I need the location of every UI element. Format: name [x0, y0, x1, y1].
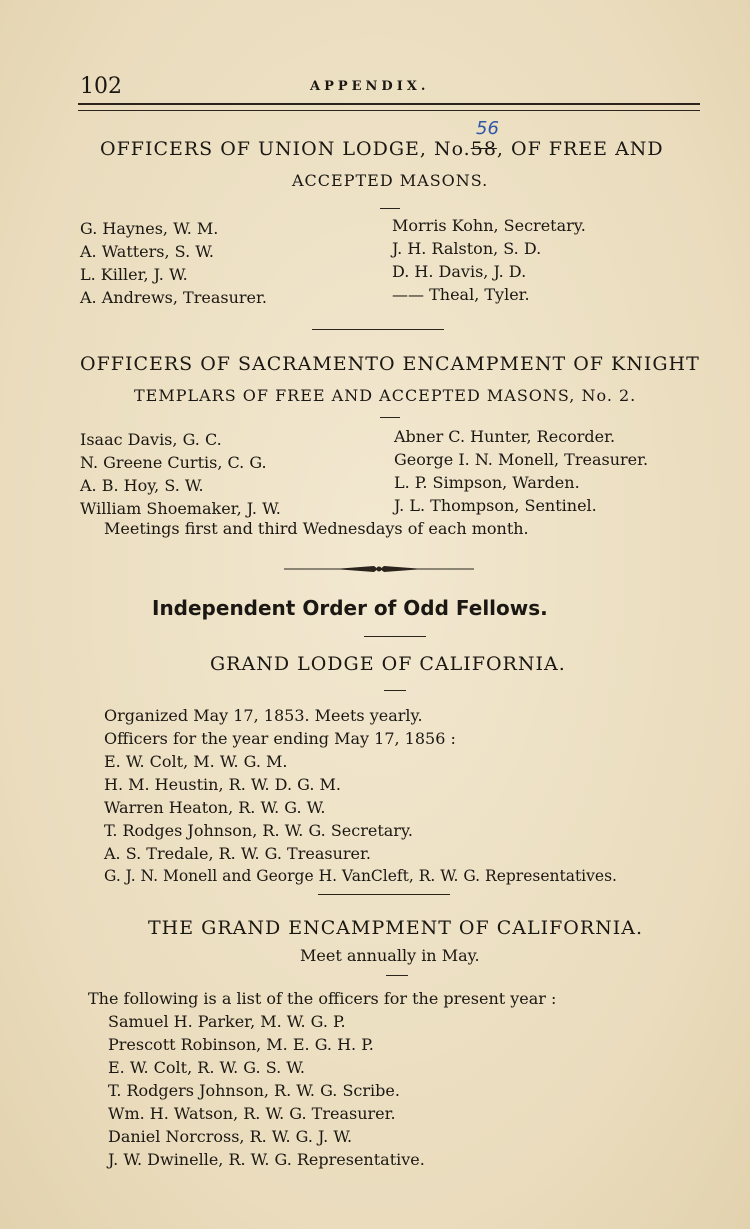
officer-line: L. P. Simpson, Warden.	[394, 473, 580, 492]
text-line: Daniel Norcross, R. W. G. J. W.	[108, 1127, 353, 1146]
officer-line: Abner C. Hunter, Recorder.	[394, 427, 616, 446]
encampment-title-line1: OFFICERS OF SACRAMENTO ENCAMPMENT OF KNIGHT	[80, 353, 700, 375]
text-line: Organized May 17, 1853. Meets yearly.	[104, 706, 423, 725]
officer-line: George I. N. Monell, Treasurer.	[394, 450, 649, 469]
short-rule	[380, 208, 400, 209]
running-head: APPENDIX.	[310, 79, 430, 94]
grand-lodge-title: GRAND LODGE OF CALIFORNIA.	[210, 653, 566, 675]
officer-line: Isaac Davis, G. C.	[80, 430, 222, 449]
page-number: 102	[80, 74, 122, 99]
grand-encampment-lines	[108, 1010, 425, 1171]
grand-encampment-title: THE GRAND ENCAMPMENT OF CALIFORNIA.	[148, 917, 644, 939]
ornamental-divider	[284, 562, 474, 576]
grand-encampment-subtitle: Meet annually in May.	[300, 946, 480, 965]
short-rule	[380, 417, 400, 418]
text-line: Prescott Robinson, M. E. G. H. P.	[108, 1035, 374, 1054]
union-lodge-title-line1: OFFICERS OF UNION LODGE, No.58, OF FREE AND	[100, 138, 664, 160]
text-line: T. Rodges Johnson, R. W. G. Secretary.	[104, 821, 413, 840]
union-lodge-title-line2: ACCEPTED MASONS.	[292, 171, 489, 190]
union-lodge-officers-right	[392, 214, 586, 306]
union-lodge-officers-left	[80, 217, 267, 309]
encampment-title-line2: TEMPLARS OF FREE AND ACCEPTED MASONS, No. 2.	[134, 386, 637, 405]
odd-fellows-title: Independent Order of Odd Fellows.	[152, 596, 548, 620]
short-rule	[364, 636, 426, 637]
text-line: Officers for the year ending May 17, 1856 :	[104, 729, 456, 748]
text-line: E. W. Colt, M. W. G. M.	[104, 752, 288, 771]
officer-line: A. B. Hoy, S. W.	[80, 476, 204, 495]
officer-line: J. H. Ralston, S. D.	[392, 239, 542, 258]
text-line: Warren Heaton, R. W. G. W.	[104, 798, 326, 817]
short-rule	[386, 975, 408, 976]
grand-encampment-intro: The following is a list of the officers for the present year :	[88, 989, 557, 1008]
officer-line: N. Greene Curtis, C. G.	[80, 453, 267, 472]
section-divider	[318, 894, 450, 895]
header-rule-thin	[78, 110, 700, 111]
officer-line: Morris Kohn, Secretary.	[392, 216, 586, 235]
encampment-officers-right	[394, 425, 648, 517]
encampment-officers-left	[80, 428, 281, 520]
officer-line: D. H. Davis, J. D.	[392, 262, 527, 281]
text-line: J. W. Dwinelle, R. W. G. Representative.	[108, 1150, 425, 1169]
grand-lodge-lines	[104, 704, 617, 888]
text-line: E. W. Colt, R. W. G. S. W.	[108, 1058, 305, 1077]
section-divider	[312, 329, 444, 330]
text-line: H. M. Heustin, R. W. D. G. M.	[104, 775, 341, 794]
officer-line: J. L. Thompson, Sentinel.	[394, 496, 597, 515]
text-line: T. Rodgers Johnson, R. W. G. Scribe.	[108, 1081, 400, 1100]
lodge-number: 58	[470, 138, 497, 160]
officer-line: G. Haynes, W. M.	[80, 219, 219, 238]
text-line: Samuel H. Parker, M. W. G. P.	[108, 1012, 346, 1031]
handwritten-lodge-number: 56	[476, 118, 499, 139]
officer-line: A. Watters, S. W.	[80, 242, 214, 261]
officer-line: L. Killer, J. W.	[80, 265, 188, 284]
encampment-meetings: Meetings first and third Wednesdays of each month.	[104, 519, 529, 538]
officer-line: —— Theal, Tyler.	[392, 285, 530, 304]
header-rule-thick	[78, 103, 700, 105]
text-line: G. J. N. Monell and George H. VanCleft, R. W. G. Representatives.	[104, 867, 617, 885]
short-rule	[384, 690, 406, 691]
text-line: Wm. H. Watson, R. W. G. Treasurer.	[108, 1104, 396, 1123]
officer-line: William Shoemaker, J. W.	[80, 499, 281, 518]
officer-line: A. Andrews, Treasurer.	[80, 288, 267, 307]
text-line: A. S. Tredale, R. W. G. Treasurer.	[104, 844, 371, 863]
